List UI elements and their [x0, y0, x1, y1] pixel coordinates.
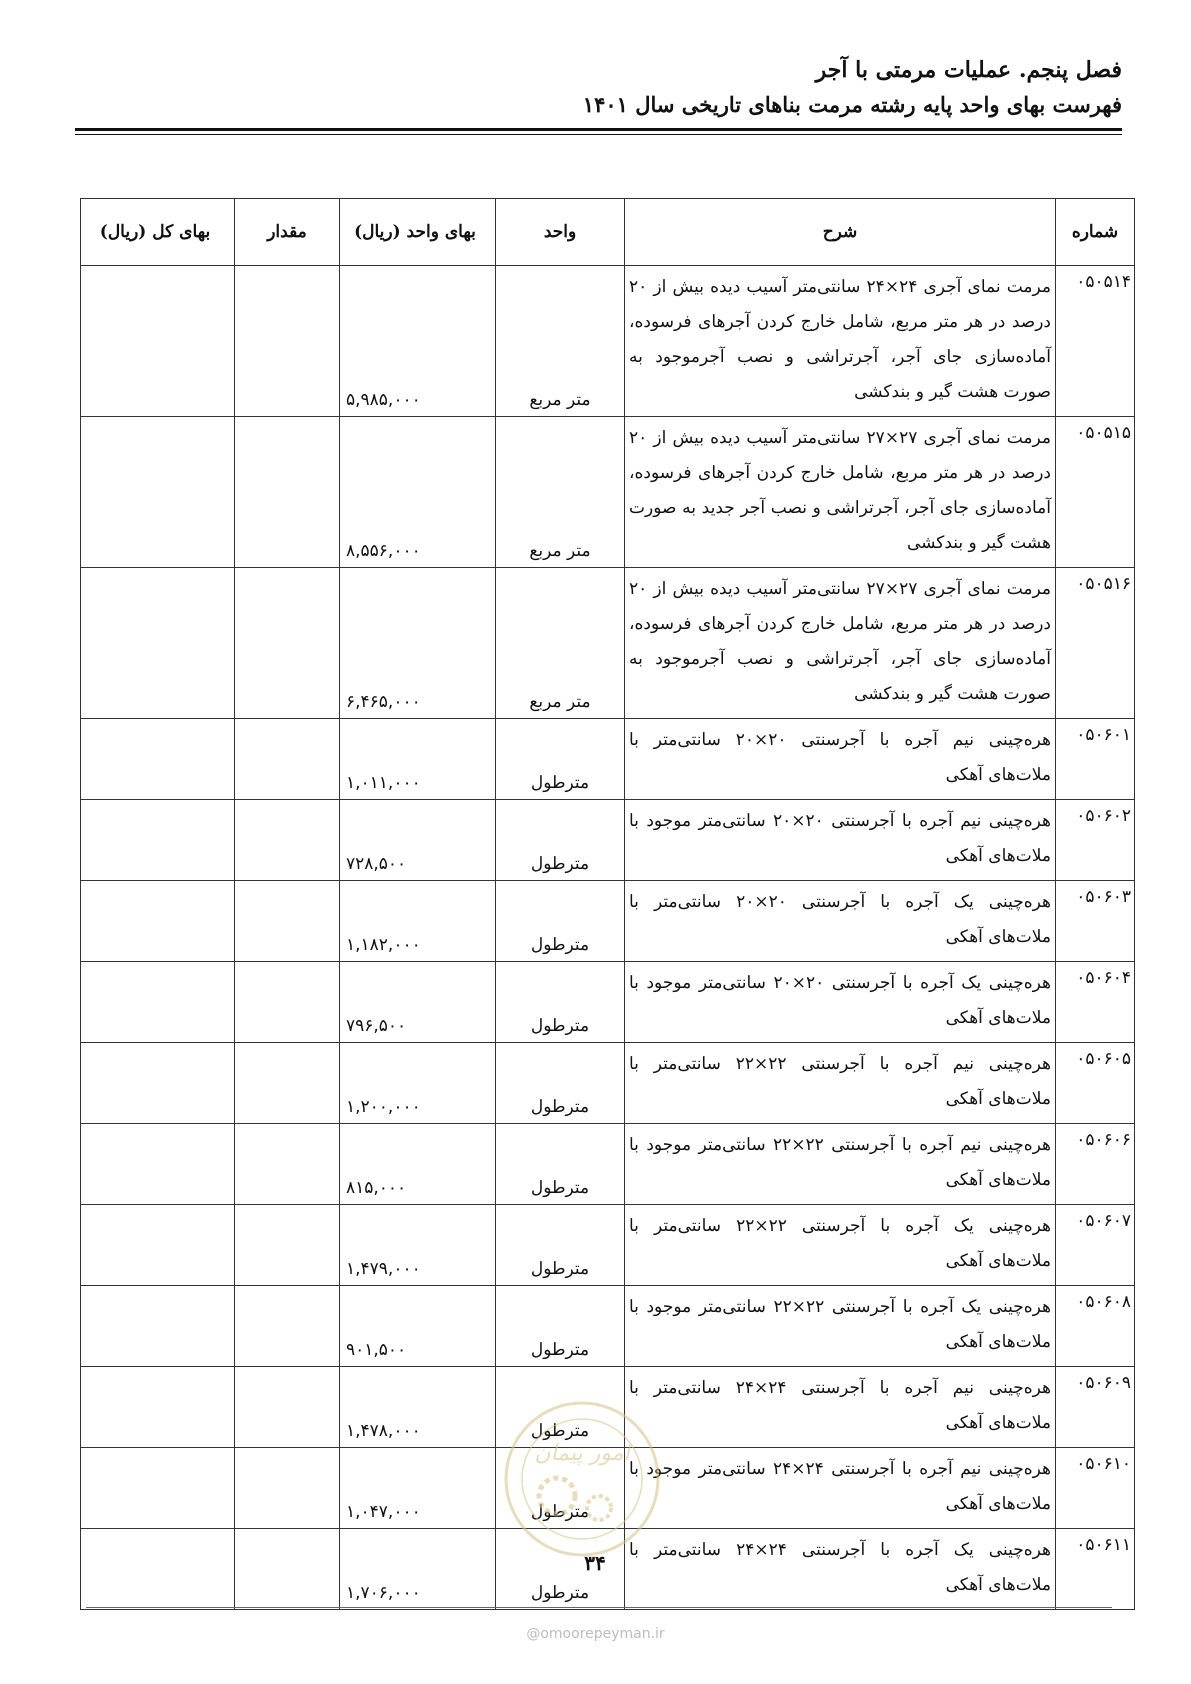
row-total-price — [81, 962, 235, 1043]
table-header-row — [81, 199, 1135, 266]
row-unit: متر مربع — [496, 266, 625, 417]
row-code: ۰۵۰۶۰۱ — [1056, 719, 1135, 800]
row-unit: مترطول — [496, 1448, 625, 1529]
watermark-inner-ring — [522, 1419, 642, 1539]
row-code: ۰۵۰۶۰۹ — [1056, 1367, 1135, 1448]
row-quantity — [235, 1367, 340, 1448]
row-unit-price: ۶,۴۶۵,۰۰۰ — [340, 568, 496, 719]
row-unit: مترطول — [496, 1043, 625, 1124]
gear-icon-small — [587, 1496, 611, 1520]
row-unit-price: ۸۱۵,۰۰۰ — [340, 1124, 496, 1205]
row-code: ۰۵۰۶۰۵ — [1056, 1043, 1135, 1124]
row-unit: مترطول — [496, 1367, 625, 1448]
row-unit-price: ۱,۰۱۱,۰۰۰ — [340, 719, 496, 800]
column-header-description: شرح — [625, 199, 1056, 266]
row-quantity — [235, 266, 340, 417]
row-description: هره‌چینی نیم آجره با آجرسنتی ۲۰×۲۰ سانتی‌متر موجود با ملات‌های آهکی — [625, 800, 1056, 881]
row-unit: مترطول — [496, 800, 625, 881]
header-rule-thin — [75, 134, 1122, 135]
table-row — [81, 962, 1135, 1043]
table-row — [81, 1043, 1135, 1124]
table-row — [81, 719, 1135, 800]
document-subtitle: فهرست بهای واحد پایه رشته مرمت بناهای تاریخی سال ۱۴۰۱ — [582, 92, 1122, 117]
row-quantity — [235, 881, 340, 962]
row-unit-price: ۷۹۶,۵۰۰ — [340, 962, 496, 1043]
row-description: هره‌چینی نیم آجره با آجرسنتی ۲۲×۲۲ سانتی‌متر موجود با ملات‌های آهکی — [625, 1124, 1056, 1205]
row-code: ۰۵۰۶۰۶ — [1056, 1124, 1135, 1205]
column-header-total-price: بهای کل (ریال) — [81, 199, 235, 266]
row-unit: مترطول — [496, 881, 625, 962]
row-total-price — [81, 1286, 235, 1367]
table-row — [81, 266, 1135, 417]
row-unit-price: ۷۲۸,۵۰۰ — [340, 800, 496, 881]
row-code: ۰۵۰۶۰۷ — [1056, 1205, 1135, 1286]
row-code: ۰۵۰۶۰۴ — [1056, 962, 1135, 1043]
row-unit: مترطول — [496, 962, 625, 1043]
row-code: ۰۵۰۶۰۲ — [1056, 800, 1135, 881]
row-unit-price: ۱,۷۰۶,۰۰۰ — [340, 1529, 496, 1610]
row-quantity — [235, 1529, 340, 1610]
row-description: هره‌چینی یک آجره با آجرسنتی ۲۲×۲۲ سانتی‌متر موجود با ملات‌های آهکی — [625, 1286, 1056, 1367]
row-total-price — [81, 1448, 235, 1529]
row-unit: مترطول — [496, 1124, 625, 1205]
row-unit: مترطول — [496, 1529, 625, 1610]
row-total-price — [81, 1367, 235, 1448]
chapter-title: فصل پنجم. عملیات مرمتی با آجر — [815, 57, 1122, 83]
gear-icon — [539, 1478, 575, 1514]
row-quantity — [235, 1286, 340, 1367]
row-code: ۰۵۰۶۱۱ — [1056, 1529, 1135, 1610]
page-header — [75, 52, 1122, 122]
price-list-table — [80, 198, 1135, 1610]
row-total-price — [81, 1529, 235, 1610]
row-total-price — [81, 266, 235, 417]
watermark-outer-ring — [506, 1403, 658, 1555]
row-total-price — [81, 1205, 235, 1286]
table-row — [81, 1205, 1135, 1286]
row-total-price — [81, 881, 235, 962]
row-unit-price: ۱,۲۰۰,۰۰۰ — [340, 1043, 496, 1124]
header-rule-thick — [75, 128, 1122, 131]
row-quantity — [235, 417, 340, 568]
row-total-price — [81, 1043, 235, 1124]
row-code: ۰۵۰۵۱۴ — [1056, 266, 1135, 417]
row-unit-price: ۵,۹۸۵,۰۰۰ — [340, 266, 496, 417]
row-quantity — [235, 568, 340, 719]
row-description: مرمت نمای آجری ۲۷×۲۷ سانتی‌متر آسیب دیده بیش از ۲۰ درصد در هر متر مربع، شامل خارج کردن آجرهای فرسوده، آماده‌سازی جای آجر، آجرتراشی و نصب آجر جدید به صورت هشت گیر و بندکشی — [625, 417, 1056, 568]
row-quantity — [235, 962, 340, 1043]
row-unit: مترطول — [496, 719, 625, 800]
row-description: مرمت نمای آجری ۲۷×۲۷ سانتی‌متر آسیب دیده بیش از ۲۰ درصد در هر متر مربع، شامل خارج کردن آجرهای فرسوده، آماده‌سازی جای آجر، آجرتراشی و نصب آجرموجود به صورت هشت گیر و بندکشی — [625, 568, 1056, 719]
table-row — [81, 881, 1135, 962]
row-quantity — [235, 800, 340, 881]
row-unit-price: ۸,۵۵۶,۰۰۰ — [340, 417, 496, 568]
row-code: ۰۵۰۶۰۸ — [1056, 1286, 1135, 1367]
row-description: هره‌چینی نیم آجره با آجرسنتی ۲۲×۲۲ سانتی‌متر با ملات‌های آهکی — [625, 1043, 1056, 1124]
page-number: ۳۴ — [584, 1551, 606, 1575]
row-code: ۰۵۰۵۱۶ — [1056, 568, 1135, 719]
row-description: هره‌چینی یک آجره با آجرسنتی ۲۰×۲۰ سانتی‌متر با ملات‌های آهکی — [625, 881, 1056, 962]
row-unit: مترطول — [496, 1205, 625, 1286]
row-description: هره‌چینی نیم آجره با آجرسنتی ۲۴×۲۴ سانتی‌متر موجود با ملات‌های آهکی — [625, 1448, 1056, 1529]
table-row — [81, 568, 1135, 719]
watermark-logo-text: امور پیمان — [534, 1441, 630, 1466]
footer-rule — [86, 1607, 1112, 1608]
row-quantity — [235, 1205, 340, 1286]
row-code: ۰۵۰۵۱۵ — [1056, 417, 1135, 568]
row-description: هره‌چینی یک آجره با آجرسنتی ۲۲×۲۲ سانتی‌متر با ملات‌های آهکی — [625, 1205, 1056, 1286]
column-header-unit: واحد — [496, 199, 625, 266]
row-total-price — [81, 719, 235, 800]
row-code: ۰۵۰۶۱۰ — [1056, 1448, 1135, 1529]
table-row — [81, 417, 1135, 568]
row-description: هره‌چینی نیم آجره با آجرسنتی ۲۴×۲۴ سانتی‌متر با ملات‌های آهکی — [625, 1367, 1056, 1448]
site-watermark-text: @omoorepeyman.ir — [526, 1626, 665, 1642]
column-header-quantity: مقدار — [235, 199, 340, 266]
row-description: مرمت نمای آجری ۲۴×۲۴ سانتی‌متر آسیب دیده بیش از ۲۰ درصد در هر متر مربع، شامل خارج کردن آجرهای فرسوده، آماده‌سازی جای آجر، آجرتراشی و نصب آجرموجود به صورت هشت گیر و بندکشی — [625, 266, 1056, 417]
table-row — [81, 1286, 1135, 1367]
row-description: هره‌چینی یک آجره با آجرسنتی ۲۰×۲۰ سانتی‌متر موجود با ملات‌های آهکی — [625, 962, 1056, 1043]
row-description: هره‌چینی نیم آجره با آجرسنتی ۲۰×۲۰ سانتی‌متر با ملات‌های آهکی — [625, 719, 1056, 800]
row-unit: متر مربع — [496, 568, 625, 719]
row-quantity — [235, 719, 340, 800]
row-total-price — [81, 568, 235, 719]
table-row — [81, 800, 1135, 881]
column-header-unit-price: بهای واحد (ریال) — [340, 199, 496, 266]
column-header-code: شماره — [1056, 199, 1135, 266]
row-unit-price: ۱,۰۴۷,۰۰۰ — [340, 1448, 496, 1529]
row-total-price — [81, 1124, 235, 1205]
row-quantity — [235, 1448, 340, 1529]
row-quantity — [235, 1124, 340, 1205]
row-total-price — [81, 417, 235, 568]
row-unit: متر مربع — [496, 417, 625, 568]
watermark-logo — [503, 1400, 661, 1558]
row-unit-price: ۱,۴۷۹,۰۰۰ — [340, 1205, 496, 1286]
row-quantity — [235, 1043, 340, 1124]
row-unit-price: ۱,۱۸۲,۰۰۰ — [340, 881, 496, 962]
row-description: هره‌چینی یک آجره با آجرسنتی ۲۴×۲۴ سانتی‌متر با ملات‌های آهکی — [625, 1529, 1056, 1610]
row-unit-price: ۱,۴۷۸,۰۰۰ — [340, 1367, 496, 1448]
row-unit: مترطول — [496, 1286, 625, 1367]
row-unit-price: ۹۰۱,۵۰۰ — [340, 1286, 496, 1367]
row-code: ۰۵۰۶۰۳ — [1056, 881, 1135, 962]
row-total-price — [81, 800, 235, 881]
table-row — [81, 1124, 1135, 1205]
